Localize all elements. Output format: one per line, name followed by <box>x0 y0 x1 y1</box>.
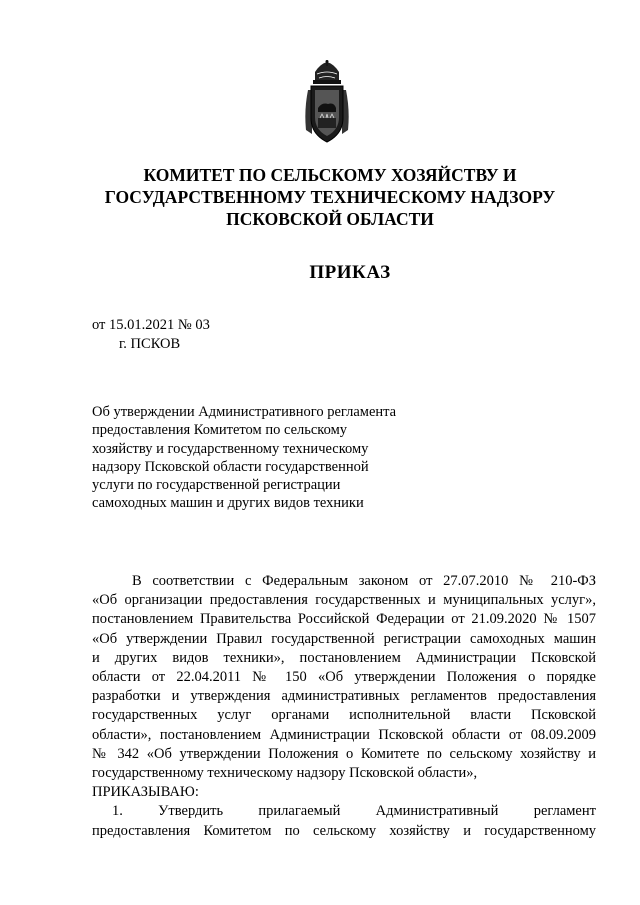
body-line: государственных услуг органами исполнительной власти Псковской <box>92 707 596 724</box>
issuer-header <box>0 164 640 230</box>
header-line-3: ПСКОВСКОЙ ОБЛАСТИ <box>226 209 434 229</box>
body-line: области от 22.04.2011 № 150 «Об утверждении Положения о порядке <box>92 669 596 686</box>
item-1-word: прилагаемый <box>258 803 341 820</box>
coat-of-arms-emblem <box>302 60 352 144</box>
body-line: постановлением Правительства Российской Федерации от 21.09.2020 № 1507 <box>92 611 596 628</box>
subject-line: Об утверждении Административного регламента <box>92 404 397 420</box>
item-1-line <box>92 802 596 821</box>
document-body <box>92 572 596 841</box>
body-line: В соответствии с Федеральным законом от 27.07.2010 № 210-ФЗ <box>132 573 596 589</box>
subject-line: предоставления Комитетом по сельскому <box>92 422 347 439</box>
subject-line: самоходных машин и других видов техники <box>92 495 364 512</box>
subject-line: услуги по государственной регистрации <box>92 477 341 494</box>
body-line: области», постановлением Администрации Псковской области от 08.09.2009 <box>92 726 596 743</box>
item-1-word: Административный <box>375 803 499 820</box>
order-word: ПРИКАЗЫВАЮ: <box>92 784 199 801</box>
subject-line: надзору Псковской области государственной <box>92 458 369 475</box>
header-line-2: ГОСУДАРСТВЕННОМУ ТЕХНИЧЕСКОМУ НАДЗОРУ <box>104 187 556 207</box>
body-line: предоставления Комитетом по сельскому хозяйству и государственному <box>92 822 596 839</box>
body-line: и других видов техники», постановлением Администрации Псковской <box>92 649 596 666</box>
item-1-number: 1. <box>112 803 123 820</box>
body-line: государственному техническому надзору Псковской области», <box>92 765 478 782</box>
document-meta <box>92 316 210 354</box>
city-line: г. ПСКОВ <box>119 336 181 352</box>
body-line: «Об утверждении Правил государственной регистрации самоходных машин <box>92 630 596 647</box>
date-number-line: от 15.01.2021 № 03 <box>92 317 210 333</box>
body-line: «Об организации предоставления государственных и муниципальных услуг», <box>92 592 596 609</box>
header-line-1: КОМИТЕТ ПО СЕЛЬСКОМУ ХОЗЯЙСТВУ И <box>143 165 517 185</box>
subject-line: хозяйству и государственному техническому <box>92 440 369 457</box>
body-line: № 342 «Об утверждении Положения о Комитете по сельскому хозяйству и <box>92 745 596 762</box>
document-title: ПРИКАЗ <box>309 262 391 283</box>
subject-block <box>92 403 422 513</box>
item-1-word: регламент <box>533 803 596 820</box>
body-line: разработки и утверждения административных регламентов предоставления <box>92 688 596 705</box>
item-1-word: Утвердить <box>158 803 224 820</box>
